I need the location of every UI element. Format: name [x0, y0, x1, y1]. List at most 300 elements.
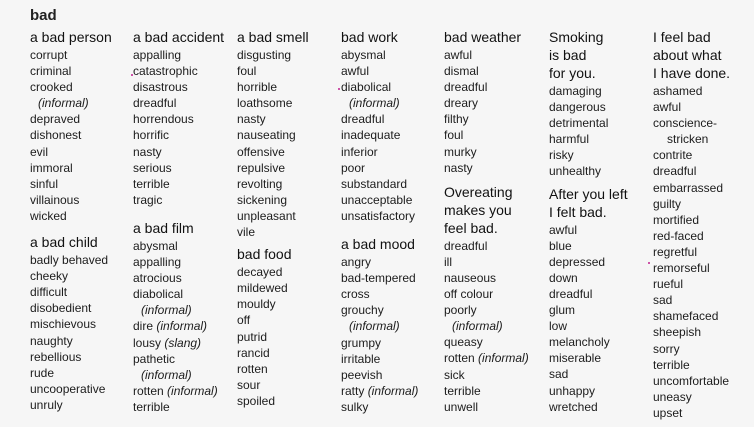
group-heading: about what [653, 47, 722, 63]
synonym [341, 160, 418, 176]
synonym [444, 111, 529, 127]
synonym [237, 361, 309, 377]
synonym-text: awful [444, 48, 473, 62]
synonym-text: filthy [444, 112, 469, 127]
usage-note [133, 302, 224, 318]
synonym [237, 280, 309, 296]
group-heading: a bad mood [341, 236, 415, 253]
synonym [341, 192, 418, 208]
group-heading: I have done. [653, 65, 731, 81]
synonym [444, 63, 529, 79]
synonym [133, 286, 224, 302]
synonym-text: sick [444, 367, 465, 382]
synonym [653, 99, 730, 115]
margin-mark [648, 262, 650, 264]
synonym-text: difficult [30, 285, 68, 300]
synonym [549, 222, 628, 238]
synonym [341, 286, 418, 302]
synonym [237, 329, 309, 345]
synonym [549, 238, 628, 254]
synonym-text: sad [653, 293, 673, 308]
word-group [444, 29, 529, 176]
synonym [549, 302, 628, 318]
synonym [444, 144, 529, 160]
synonym [30, 284, 112, 300]
synonym [341, 79, 418, 95]
synonym [549, 115, 628, 131]
synonym [341, 399, 418, 415]
synonym [30, 192, 112, 208]
synonym-text: rude [30, 365, 55, 380]
synonym [341, 47, 418, 63]
word-group [133, 29, 224, 208]
synonym [549, 131, 628, 147]
synonym [444, 270, 529, 286]
synonym [549, 147, 628, 163]
synonym-text: terrible [444, 383, 481, 398]
synonym-text: poor [341, 160, 366, 175]
synonym-text: diabolical [133, 287, 184, 302]
synonym-text: uneasy [653, 389, 692, 404]
synonym-text: evil [30, 144, 49, 159]
synonym [653, 163, 730, 179]
synonym [133, 335, 224, 351]
synonym-text: unwell [444, 399, 479, 414]
usage-note [341, 318, 418, 334]
synonym [30, 268, 112, 284]
synonym-text: shamefaced [653, 309, 719, 324]
synonym [133, 351, 224, 367]
synonym-text: catastrophic [133, 64, 198, 79]
synonym-text: awful [549, 222, 578, 237]
synonym-text: horrible [237, 80, 278, 95]
synonym-text: ill [444, 254, 452, 269]
synonym [653, 180, 730, 196]
synonym-text: (informal) [452, 319, 503, 334]
synonym-text: repulsive [237, 160, 286, 175]
usage-note: (informal) [478, 351, 529, 366]
synonym [30, 333, 112, 349]
synonym [549, 270, 628, 286]
synonym [444, 238, 529, 254]
synonym [653, 147, 730, 163]
synonym-text: awful [341, 64, 370, 79]
usage-note: (informal) [167, 383, 218, 398]
synonym [444, 302, 529, 318]
synonym-text: upset [653, 405, 683, 420]
synonym [30, 47, 112, 63]
synonym [237, 144, 309, 160]
word-group [237, 246, 309, 409]
synonym-text: nauseating [237, 128, 296, 143]
synonym [237, 264, 309, 280]
synonym [653, 260, 730, 276]
usage-note [133, 367, 224, 383]
synonym-text: (informal) [141, 367, 192, 382]
synonym-text: irritable [341, 351, 381, 366]
synonym-text: (informal) [38, 96, 89, 111]
synonym [444, 383, 529, 399]
synonym [444, 334, 529, 350]
synonym [133, 47, 224, 63]
synonym-text: melancholy [549, 335, 610, 350]
synonym-text: appalling [133, 255, 182, 270]
synonym [30, 208, 112, 224]
synonym [653, 405, 730, 421]
synonym [237, 160, 309, 176]
synonym [341, 111, 418, 127]
synonym [133, 383, 224, 399]
synonym [133, 144, 224, 160]
synonym [30, 316, 112, 332]
synonym-text: angry [341, 255, 372, 270]
synonym [444, 286, 529, 302]
synonym [237, 176, 309, 192]
synonym-text: corrupt [30, 48, 68, 62]
synonym [30, 63, 112, 79]
synonym-text: vile [237, 225, 256, 240]
synonym-text: nasty [237, 112, 266, 127]
synonym-text: foul [237, 64, 257, 79]
word-group [549, 29, 628, 180]
synonym [653, 308, 730, 324]
synonym-text: (informal) [349, 319, 400, 334]
synonym-text: cheeky [30, 269, 69, 284]
synonym [341, 63, 418, 79]
synonym-text: harmful [549, 132, 590, 147]
synonym [341, 176, 418, 192]
synonym-text: red-faced [653, 228, 704, 243]
synonym-text: foul [444, 128, 464, 143]
synonym [653, 341, 730, 357]
synonym [237, 393, 309, 409]
synonym-text: depressed [549, 254, 606, 269]
synonym [444, 79, 529, 95]
usage-note [341, 95, 418, 111]
synonym [133, 176, 224, 192]
synonym [133, 270, 224, 286]
synonym [237, 63, 309, 79]
synonym [653, 324, 730, 340]
synonym-text: sheepish [653, 325, 702, 340]
synonym [444, 47, 529, 63]
column-5 [444, 29, 529, 421]
synonym-text: dreadful [549, 286, 593, 301]
synonym [237, 345, 309, 361]
synonym-text: bad-tempered [341, 271, 416, 286]
synonym [30, 397, 112, 413]
synonym-text: atrocious [133, 271, 182, 286]
synonym [653, 389, 730, 405]
column-2 [133, 29, 224, 421]
synonym [237, 208, 309, 224]
synonym-text: sad [549, 367, 569, 382]
synonym-text: unruly [30, 397, 63, 412]
synonym-text: miserable [549, 351, 602, 366]
synonym [653, 131, 730, 147]
synonym-text: detrimental [549, 116, 609, 131]
group-heading: bad work [341, 29, 398, 45]
group-heading: a bad film [133, 219, 194, 236]
synonym [549, 286, 628, 302]
synonym [549, 254, 628, 270]
synonym-text: unacceptable [341, 192, 413, 207]
synonym-text: ashamed [653, 84, 703, 98]
synonym [653, 228, 730, 244]
synonym-text: mortified [653, 212, 700, 227]
synonym [653, 83, 730, 99]
synonym-text: abysmal [341, 48, 386, 62]
synonym [444, 127, 529, 143]
synonym [549, 318, 628, 334]
synonym [237, 224, 309, 240]
synonym [133, 111, 224, 127]
synonym-text: remorseful [653, 261, 710, 276]
synonym-text: unpleasant [237, 208, 296, 223]
synonym-text: putrid [237, 329, 268, 344]
synonym [237, 95, 309, 111]
synonym [237, 79, 309, 95]
synonym-text: horrific [133, 128, 170, 143]
synonym [237, 47, 309, 63]
word-group [30, 234, 112, 413]
synonym-text: low [549, 319, 568, 334]
synonym [341, 208, 418, 224]
synonym-text: rebellious [30, 349, 82, 364]
synonym-text: awful [653, 100, 682, 115]
synonym [30, 160, 112, 176]
synonym [30, 127, 112, 143]
synonym-text: dangerous [549, 100, 606, 115]
synonym [653, 373, 730, 389]
synonym [30, 144, 112, 160]
synonym-text: sulky [341, 399, 369, 414]
synonym [133, 63, 224, 79]
synonym-text: glum [549, 303, 576, 318]
synonym [653, 244, 730, 260]
synonym [549, 163, 628, 179]
synonym-text: sour [237, 377, 261, 392]
column-3 [237, 29, 309, 415]
synonym-text: dreadful [133, 96, 177, 111]
synonym-text: guilty [653, 196, 682, 211]
margin-mark [131, 74, 133, 76]
synonym-text: nauseous [444, 270, 497, 285]
synonym-text: diabolical [341, 80, 392, 95]
synonym [444, 160, 529, 176]
synonym-text: contrite [653, 148, 693, 163]
synonym-text: abysmal [133, 238, 178, 253]
word-group [237, 29, 309, 240]
synonym-text: inferior [341, 144, 378, 159]
group-heading: a bad child [30, 234, 98, 251]
synonym-text: substandard [341, 176, 408, 191]
synonym [30, 111, 112, 127]
synonym [549, 83, 628, 99]
synonym-text: (informal) [141, 303, 192, 318]
synonym-text: sickening [237, 192, 288, 207]
synonym-text: rotten [133, 383, 164, 398]
synonym [549, 383, 628, 399]
word-group [444, 184, 529, 415]
synonym [133, 238, 224, 254]
synonym [653, 276, 730, 292]
synonym-text: naughty [30, 333, 73, 348]
synonym [133, 254, 224, 270]
synonym-text: ratty [341, 383, 365, 398]
column-7 [653, 29, 730, 427]
synonym-text: uncomfortable [653, 373, 730, 388]
synonym-text: revolting [237, 176, 283, 191]
word-group [549, 186, 628, 415]
group-heading: makes you [444, 201, 512, 218]
synonym-text: lousy [133, 335, 162, 350]
synonym [133, 95, 224, 111]
word-group [341, 236, 418, 415]
synonym-text: dishonest [30, 128, 82, 143]
synonym [237, 111, 309, 127]
synonym [653, 292, 730, 308]
synonym-text: dreadful [341, 112, 385, 127]
synonym-text: rancid [237, 345, 270, 360]
synonym [653, 115, 730, 131]
synonym [653, 212, 730, 228]
synonym-text: regretful [653, 244, 698, 259]
group-heading: for you. [549, 65, 596, 81]
synonym [133, 192, 224, 208]
group-heading: I felt bad. [549, 203, 607, 220]
synonym-text: down [549, 270, 578, 285]
word-group [30, 29, 112, 224]
synonym-text: disastrous [133, 80, 188, 95]
usage-note: (slang) [164, 335, 202, 350]
column-6 [549, 29, 628, 421]
synonym-text: offensive [237, 144, 285, 159]
synonym-text: terrible [133, 399, 170, 414]
group-heading: After you left [549, 185, 628, 202]
synonym-text: sorry [653, 341, 680, 356]
synonym [237, 296, 309, 312]
synonym-text: wicked [30, 208, 67, 223]
synonym [30, 252, 112, 268]
group-heading: bad food [237, 246, 292, 263]
group-heading: bad weather [444, 29, 522, 45]
synonym [444, 350, 529, 366]
synonym-text: dreary [444, 96, 479, 111]
synonym-text: horrendous [133, 112, 194, 127]
synonym [133, 399, 224, 415]
usage-note: (informal) [156, 319, 208, 334]
synonym-text: dismal [444, 64, 479, 79]
synonym [341, 254, 418, 270]
synonym-text: unhealthy [549, 164, 602, 179]
word-group [653, 29, 730, 421]
synonym-text: uncooperative [30, 381, 106, 396]
synonym [341, 270, 418, 286]
synonym-text: badly behaved [30, 253, 109, 268]
synonym [30, 79, 112, 95]
synonym-text: (informal) [349, 96, 400, 111]
synonym [133, 79, 224, 95]
synonym-text: peevish [341, 367, 383, 382]
synonym [237, 312, 309, 328]
synonym [133, 318, 224, 334]
synonym [237, 377, 309, 393]
synonym-text: stricken [667, 132, 709, 147]
synonym-text: mischievous [30, 317, 97, 332]
synonym-text: disgusting [237, 48, 292, 62]
synonym [653, 357, 730, 373]
synonym-text: rotten [237, 361, 268, 376]
synonym-text: loathsome [237, 96, 293, 111]
synonym-text: wretched [549, 399, 598, 414]
synonym-text: grumpy [341, 335, 382, 350]
group-heading: a bad smell [237, 29, 309, 45]
synonym [444, 254, 529, 270]
synonym-text: terrible [133, 176, 170, 191]
synonym [549, 334, 628, 350]
synonym-text: inadequate [341, 128, 401, 143]
word-group [133, 220, 224, 415]
group-heading: Overeating [444, 183, 513, 200]
synonym-text: grouchy [341, 303, 384, 318]
synonym [341, 335, 418, 351]
synonym [237, 127, 309, 143]
synonym [30, 381, 112, 397]
column-1 [30, 29, 112, 419]
synonym [341, 351, 418, 367]
synonym-text: cross [341, 287, 370, 302]
synonym-text: off colour [444, 287, 494, 302]
headword: bad [30, 7, 57, 24]
synonym-text: serious [133, 160, 172, 175]
synonym-text: off [237, 313, 251, 328]
synonym-text: queasy [444, 335, 483, 350]
group-heading: a bad accident [133, 29, 225, 45]
synonym-text: criminal [30, 64, 72, 79]
margin-mark [338, 88, 340, 90]
synonym-text: blue [549, 238, 572, 253]
synonym-text: murky [444, 144, 477, 159]
synonym [133, 127, 224, 143]
synonym-text: sinful [30, 176, 59, 191]
synonym-text: conscience- [653, 116, 718, 131]
synonym [30, 176, 112, 192]
synonym [341, 302, 418, 318]
group-heading: a bad person [30, 29, 112, 45]
synonym-text: terrible [653, 357, 690, 372]
synonym-text: nasty [444, 160, 473, 175]
usage-note [30, 95, 112, 111]
synonym [444, 367, 529, 383]
group-heading: Smoking [549, 29, 604, 45]
synonym-text: spoiled [237, 393, 276, 408]
synonym [341, 367, 418, 383]
column-4 [341, 29, 418, 421]
synonym [341, 144, 418, 160]
synonym-text: immoral [30, 160, 73, 175]
synonym-text: dire [133, 319, 154, 334]
synonym-text: embarrassed [653, 180, 724, 195]
synonym-text: damaging [549, 84, 602, 98]
synonym [444, 95, 529, 111]
synonym-text: nasty [133, 144, 162, 159]
synonym [653, 196, 730, 212]
synonym [549, 350, 628, 366]
synonym [549, 99, 628, 115]
synonym-text: pathetic [133, 351, 176, 366]
group-heading: feel bad. [444, 219, 498, 236]
